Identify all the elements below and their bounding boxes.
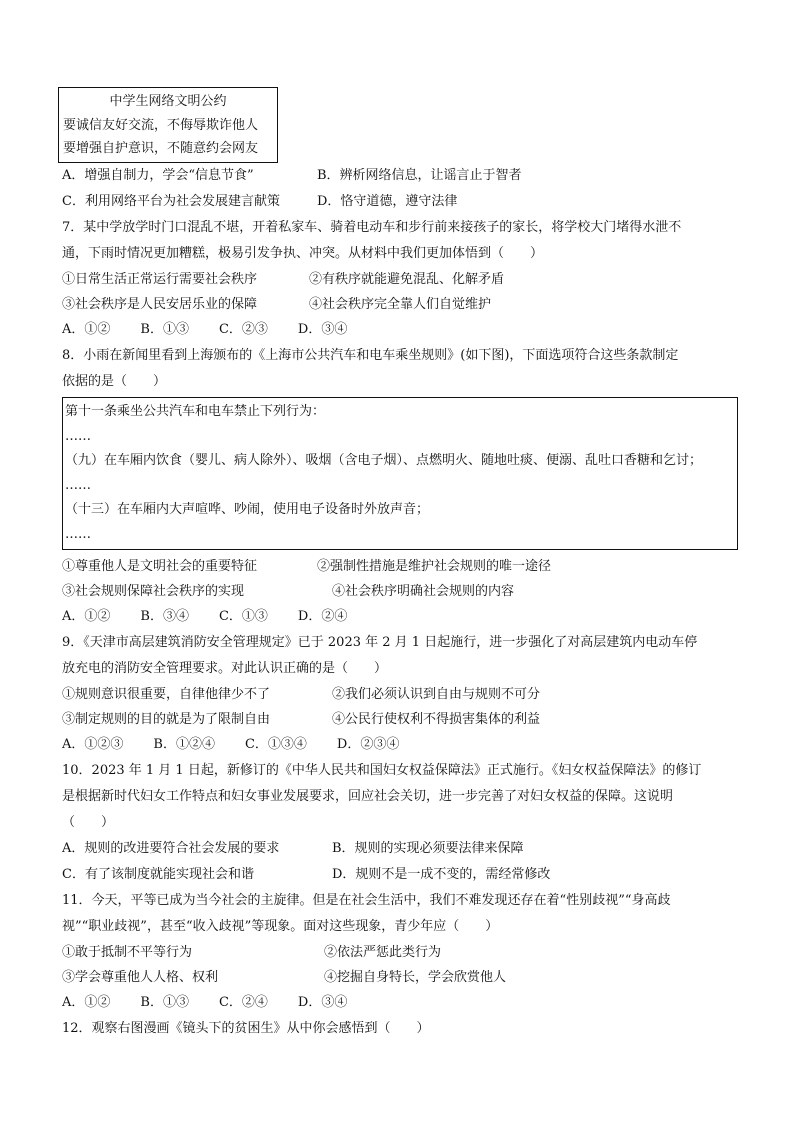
q9-choice-b[interactable]: B．①②④ [153, 737, 215, 752]
q11-choice-c[interactable]: C．②④ [218, 995, 268, 1010]
q9-stem: 9．《天津市高层建筑消防安全管理规定》已于 2023 年 2 月 1 日起施行，进一步强化了对高层建筑内电动车停 [62, 635, 698, 650]
q9-choice-d[interactable]: D．②③④ [336, 737, 400, 752]
q11-stem: 11．今天，平等已成为当今社会的主旋律。但是在社会生活中，我们不难发现还存在着“性别歧视”“身高歧 [62, 893, 671, 908]
convention-line: 要诚信友好交流，不侮辱欺诈他人 [63, 118, 259, 133]
q9-choice-a[interactable]: A．①②③ [62, 737, 124, 752]
q8-choice-d[interactable]: D．②④ [297, 609, 348, 624]
q11-stem: 视”“职业歧视”，甚至“收入歧视”等现象。面对这些现象，青少年应（ ） [62, 919, 499, 934]
rule-line: （十三）在车厢内大声喧哗、吵闹，使用电子设备时外放声音； [65, 502, 430, 517]
q8-item-4: ④社会秩序明确社会规则的内容 [332, 584, 515, 599]
q7-stem: 7．某中学放学时门口混乱不堪，开着私家车、骑着电动车和步行前来接孩子的家长，将学校大门堵得水泄不 [62, 220, 682, 235]
q10-stem: （ ） [62, 815, 115, 830]
q6-option-c[interactable]: C．利用网络平台为社会发展建言献策 [62, 194, 280, 209]
q8-item-2: ②强制性措施是维护社会规则的唯一途径 [317, 559, 552, 574]
network-convention-box [58, 87, 278, 163]
q11-choices [62, 990, 738, 1016]
q7-choice-b[interactable]: B．①③ [140, 322, 189, 337]
q9-item-2: ②我们必须认识到自由与规则不可分 [332, 687, 541, 702]
q10-options-row [62, 862, 738, 888]
q8-stem: 依据的是（ ） [62, 374, 167, 389]
q8-item-3: ③社会规则保障社会秩序的实现 [62, 584, 245, 599]
q10-option-b[interactable]: B．规则的实现必须要法律来保障 [332, 841, 524, 856]
q6-options-row [62, 189, 738, 215]
convention-title: 中学生网络文明公约 [109, 94, 227, 109]
q7-choice-d[interactable]: D．③④ [297, 322, 348, 337]
q9-item-1: ①规则意识很重要，自律他律少不了 [62, 687, 271, 702]
q11-choice-b[interactable]: B．①③ [140, 995, 189, 1010]
q8-choice-c[interactable]: C．①③ [218, 609, 268, 624]
q12-stem: 12．观察右图漫画《镜头下的贫困生》从中你会感悟到（ ） [62, 1021, 430, 1036]
q10-option-d[interactable]: D．规则不是一成不变的，需经常修改 [332, 867, 551, 882]
q6-options-row [62, 163, 738, 189]
q9-items-row [62, 707, 738, 732]
q11-items-row [62, 940, 738, 965]
q9-stem: 放充电的消防安全管理要求。对此认识正确的是（ ） [62, 661, 388, 676]
rule-line: …… [65, 477, 91, 493]
q6-option-b[interactable]: B．辨析网络信息，让谣言止于智者 [317, 168, 522, 183]
q7-items-row [62, 267, 738, 292]
q11-choice-a[interactable]: A．①② [62, 995, 111, 1010]
q8-stem: 8．小雨在新闻里看到上海颁布的《上海市公共汽车和电车乘坐规则》(如下图)，下面选项符合这些条款制定 [62, 348, 679, 363]
q7-item-4: ④社会秩序完全靠人们自觉维护 [309, 297, 492, 312]
q7-stem: 通，下雨时情况更加糟糕，极易引发争执、冲突。从材料中我们更加体悟到（ ） [62, 246, 544, 261]
rule-line: …… [65, 526, 91, 542]
q10-option-c[interactable]: C．有了该制度就能实现社会和谐 [62, 867, 254, 882]
q7-item-2: ②有秩序就能避免混乱、化解矛盾 [309, 272, 505, 287]
q8-choice-b[interactable]: B．③④ [140, 609, 189, 624]
q11-items-row [62, 965, 738, 990]
question-content [62, 163, 738, 1042]
q6-option-d[interactable]: D．恪守道德，遵守法律 [317, 194, 458, 209]
q10-stem: 是根据新时代妇女工作特点和妇女事业发展要求，回应社会关切，进一步完善了对妇女权益的保障。这说明 [62, 789, 674, 804]
q7-choice-a[interactable]: A．①② [62, 322, 111, 337]
q9-items-row [62, 682, 738, 707]
q8-items-row [62, 579, 738, 604]
q11-item-3: ③学会尊重他人人格、权利 [62, 970, 219, 985]
q7-item-3: ③社会秩序是人民安居乐业的保障 [62, 297, 258, 312]
q7-items-row [62, 292, 738, 317]
q8-choices [62, 604, 738, 630]
q10-option-a[interactable]: A．规则的改进要符合社会发展的要求 [62, 841, 280, 856]
q8-items-row [62, 554, 738, 579]
rule-line: …… [65, 428, 91, 444]
q7-item-1: ①日常生活正常运行需要社会秩序 [62, 272, 258, 287]
rule-line: 第十一条乘坐公共汽车和电车禁止下列行为： [65, 404, 326, 419]
q9-choice-c[interactable]: C．①③④ [244, 737, 307, 752]
q10-stem: 10．2023 年 1 月 1 日起，新修订的《中华人民共和国妇女权益保障法》正式施行。《妇女权益保障法》的修订 [62, 763, 702, 778]
bus-rules-box [62, 397, 738, 550]
convention-line: 要增强自护意识，不随意约会网友 [63, 141, 259, 156]
q8-item-1: ①尊重他人是文明社会的重要特征 [62, 559, 258, 574]
q11-item-1: ①敢于抵制不平等行为 [62, 945, 193, 960]
q11-item-4: ④挖掘自身特长，学会欣赏他人 [324, 970, 507, 985]
q9-item-3: ③制定规则的目的就是为了限制自由 [62, 712, 271, 727]
q9-item-4: ④公民行使权利不得损害集体的利益 [332, 712, 541, 727]
q6-option-a[interactable]: A．增强自制力，学会“信息节食” [62, 168, 254, 183]
q9-choices [62, 732, 738, 758]
q10-options-row [62, 836, 738, 862]
q8-choice-a[interactable]: A．①② [62, 609, 111, 624]
q11-item-2: ②依法严惩此类行为 [324, 945, 442, 960]
rule-line: （九）在车厢内饮食（婴儿、病人除外）、吸烟（含电子烟）、点燃明火、随地吐痰、便溺、乱吐口香糖和乞讨； [65, 453, 703, 468]
q11-choice-d[interactable]: D．③④ [297, 995, 348, 1010]
q7-choice-c[interactable]: C．②③ [218, 322, 268, 337]
q7-choices [62, 317, 738, 343]
